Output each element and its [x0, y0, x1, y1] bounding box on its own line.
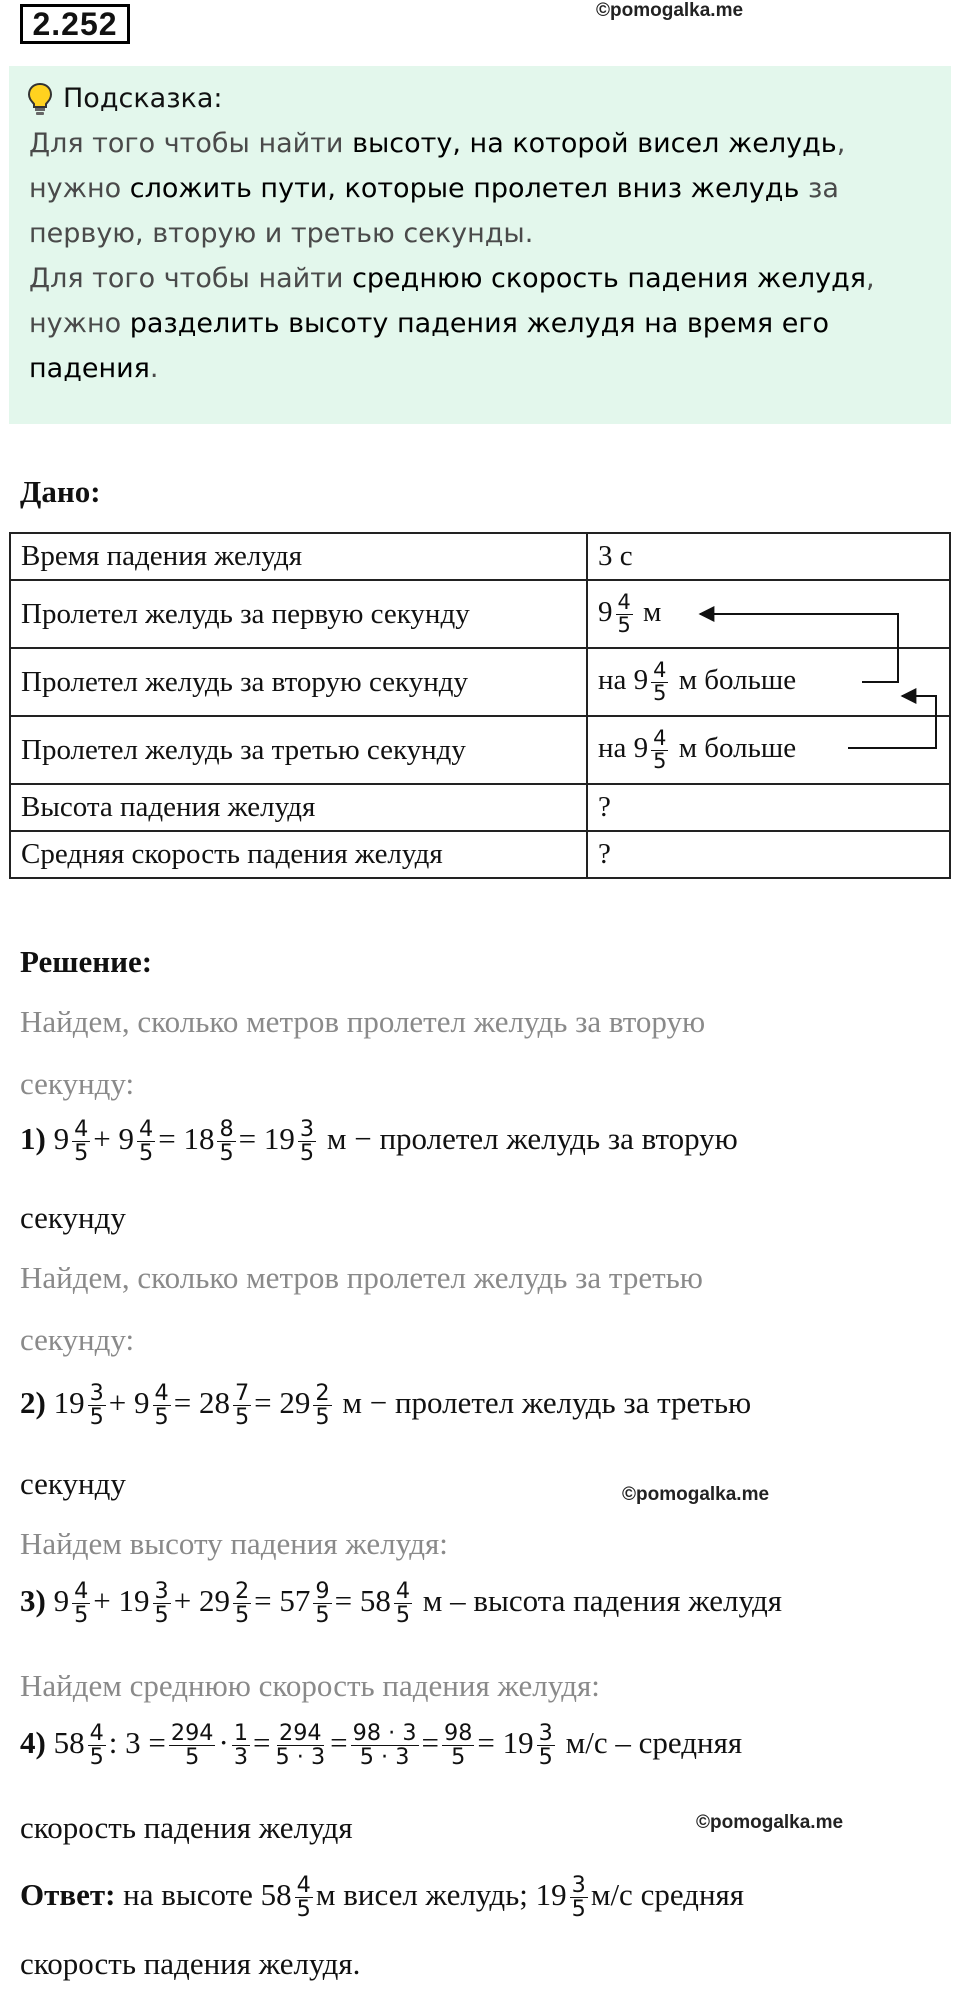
given-row-name: Пролетел желудь за третью секунду	[10, 716, 587, 784]
problem-number: 2.252	[20, 4, 130, 44]
watermark-middle: ©pomogalka.me	[622, 1484, 770, 1505]
arrow-second-to-first	[700, 614, 898, 682]
table-row	[10, 784, 950, 831]
hint-paragraph-1: Для того чтобы найти высоту, на которой висел желудь, нужно сложить пути, которые пролетел вниз желудь за первую, вторую и третью секунды.	[29, 128, 846, 249]
given-row-value: ?	[587, 784, 950, 831]
given-row-name: Пролетел желудь за вторую секунду	[10, 648, 587, 716]
step3-comment: Найдем высоту падения желудя:	[20, 1526, 448, 1561]
given-row-value: 9 $\frac{4}{5}$ м	[587, 580, 950, 648]
step2-tail: секунду	[20, 1466, 126, 1501]
solution-label: Решение:	[20, 944, 153, 979]
lightbulb-icon	[27, 82, 53, 116]
given-row-name: Высота падения желудя	[10, 784, 587, 831]
given-row-value: 3 с	[587, 533, 950, 580]
answer-line: Ответ: на высоте 58 $\frac{4}{5}$ м висел желудь; 19 $\frac{3}{5}$ м/с средняя	[20, 1872, 745, 1923]
arrows-diagram	[680, 600, 940, 750]
step2-comment-b: секунду:	[20, 1322, 135, 1357]
watermark-bottom: ©pomogalka.me	[696, 1812, 844, 1833]
step4-tail: скорость падения желудя	[20, 1810, 353, 1845]
answer-label: Ответ:	[20, 1877, 116, 1913]
given-row-name: Время падения желудя	[10, 533, 587, 580]
hint-paragraph-2: Для того чтобы найти среднюю скорость падения желудя, нужно разделить высоту падения желудя на время его падения.	[29, 263, 875, 384]
given-row-value: на 9 $\frac{4}{5}$ м больше	[587, 648, 950, 716]
step2-equation: 2) 19 $\frac{3}{5}$ + 9 $\frac{4}{5}$ = 28 $\frac{7}{5}$ = 29 $\frac{2}{5}$ м − пролетел желудь за третью	[20, 1380, 752, 1431]
step1-tail: секунду	[20, 1200, 126, 1235]
step2-comment-a: Найдем, сколько метров пролетел желудь за третью	[20, 1260, 703, 1295]
given-row-value: ?	[587, 831, 950, 878]
step1-equation: 1) 9 $\frac{4}{5}$ + 9 $\frac{4}{5}$ = 18 $\frac{8}{5}$ = 19 $\frac{3}{5}$ м − пролетел желудь за вторую	[20, 1116, 738, 1167]
step3-equation: 3) 9 $\frac{4}{5}$ + 19 $\frac{3}{5}$ + 29 $\frac{2}{5}$ = 57 $\frac{9}{5}$ = 58 $\frac{4}{5}$ м – высота падения желудя	[20, 1578, 783, 1629]
watermark-top: ©pomogalka.me	[596, 0, 744, 21]
given-label: Дано:	[20, 474, 101, 509]
step4-equation: 4) 58 $\frac{4}{5}$ : 3 = $\frac{294}{5}$ · $\frac{1}{3}$ = $\frac{294}{5 \cdot 3}$ = $\frac{98 \cdot 3}{5 \cdot 3}$ = $\frac{98}{5}$ = 19 $\frac{3}{5}$ м/с – средняя	[20, 1720, 743, 1771]
hint-box	[9, 66, 951, 424]
arrow-third-to-second	[848, 696, 936, 748]
table-row	[10, 831, 950, 878]
step1-comment-a: Найдем, сколько метров пролетел желудь за вторую	[20, 1004, 706, 1039]
given-row-name: Пролетел желудь за первую секунду	[10, 580, 587, 648]
step1-comment-b: секунду:	[20, 1066, 135, 1101]
step4-comment: Найдем среднюю скорость падения желудя:	[20, 1668, 600, 1703]
answer-tail: скорость падения желудя.	[20, 1946, 361, 1981]
hint-title: Подсказка:	[63, 83, 223, 114]
table-row	[10, 533, 950, 580]
given-row-value: на 9 $\frac{4}{5}$ м больше	[587, 716, 950, 784]
hint-title-row	[27, 76, 941, 121]
given-row-name: Средняя скорость падения желудя	[10, 831, 587, 878]
